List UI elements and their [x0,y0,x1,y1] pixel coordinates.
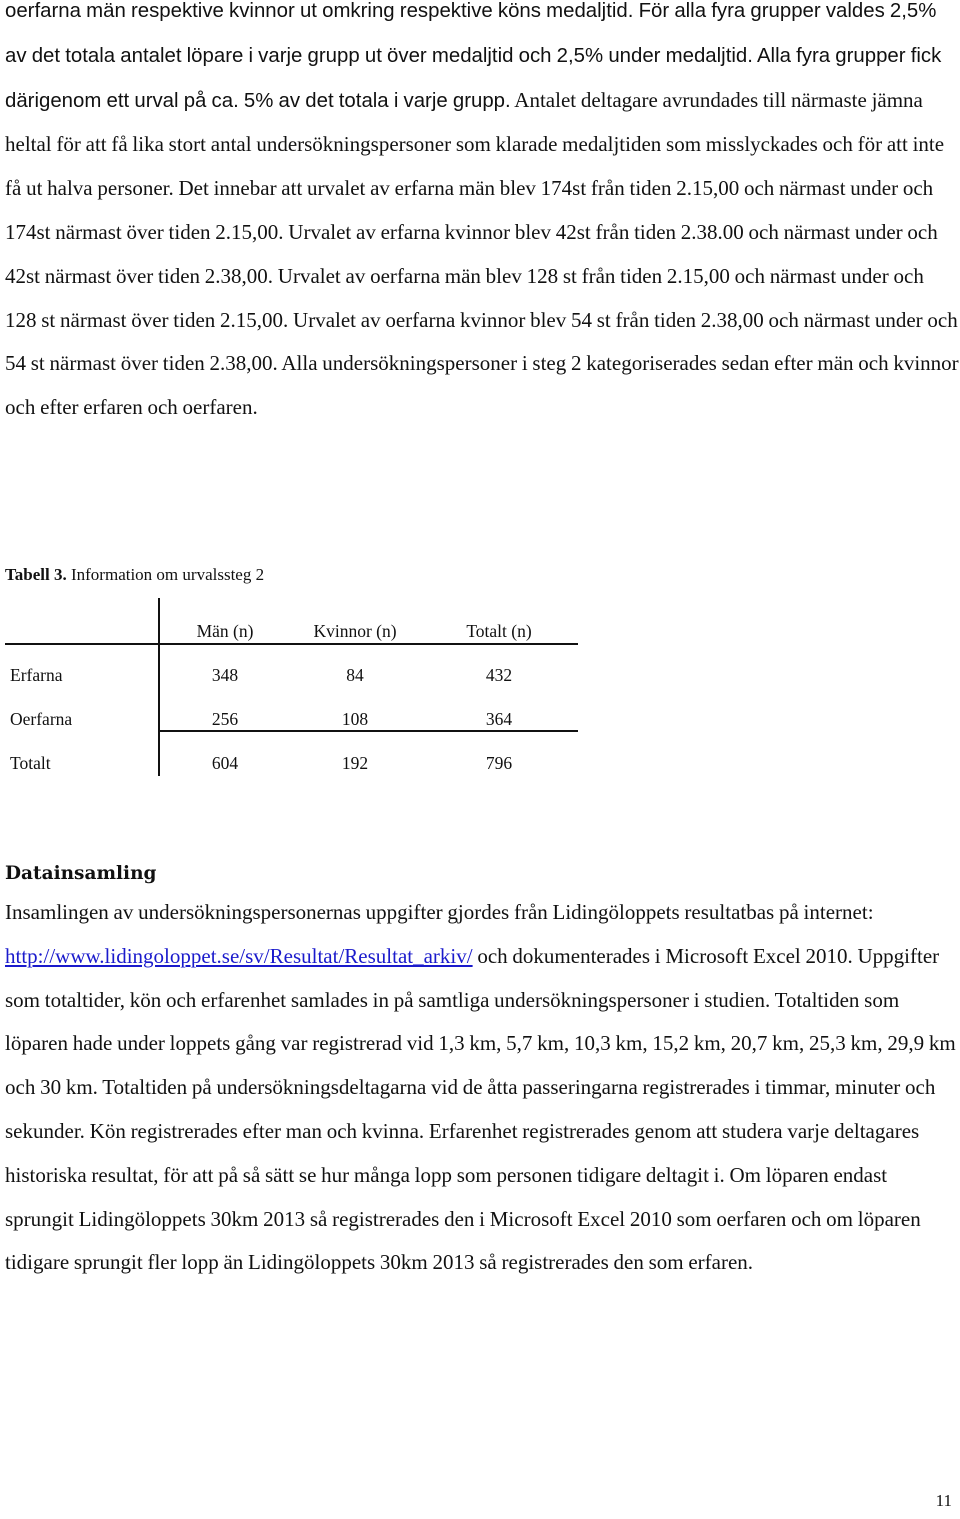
page-number: 11 [935,1491,952,1510]
body-paragraph [5,891,960,1285]
section-heading: Datainsamling [5,863,157,884]
table-caption [5,564,264,586]
table-header-total: Totalt (n) [466,621,532,641]
table-cell: 364 [485,709,513,729]
table-row-label: Erfarna [10,665,63,685]
table-cell: 348 [211,665,239,685]
table-cell: 604 [211,753,239,773]
table-cell: 432 [485,665,513,685]
table-row-label: Oerfarna [10,709,73,729]
table-rule-header [5,643,578,645]
table-header-women: Kvinnor (n) [313,621,397,641]
table-cell: 84 [346,665,364,685]
table-cell: 192 [341,753,369,773]
table-rule-body [158,730,578,732]
table-header-men: Män (n) [196,621,254,641]
table-cell: 108 [341,709,369,729]
table-row-label: Totalt [10,753,51,773]
paragraph-serif-part: Antalet deltagare avrundades till närmaste jämna heltal för att få lika stort antal undersökningspersoner som klarade medaljtiden som misslyckades och för att inte få ut halva personer. Det innebar att urvalet av erfarna män blev 174st från tiden 2.15,00 och närmast under och 174st närmast över tiden 2.15,00. Urvalet av erfarna kvinnor blev 42st från tiden 2.38.00 och närmast under och 42st närmast över tiden 2.38,00. Urvalet av oerfarna män blev 128 st från tiden 2.15,00 och närmast under och 128 st närmast över tiden 2.15,00. Urvalet av oerfarna kvinnor blev 54 st från tiden 2.38,00 och närmast under och 54 st närmast över tiden 2.38,00. Alla undersökningspersoner i steg 2 kategoriserades sedan efter män och kvinnor och efter erfaren och oerfaren. [5,87,959,420]
table-caption-label: Tabell 3. [5,565,67,584]
paragraph-text: Insamlingen av undersökningspersonernas uppgifter gjordes från Lidingöloppets resultatbas på internet: [5,900,874,924]
paragraph-sans-part: oerfarna män respektive kvinnor ut omkring respektive köns medaljtid. För alla fyra grupper valdes 2,5% av det totala antalet löpare i varje grupp ut över medaljtid och 2,5% under medaljtid. Alla fyra grupper fick därigenom ett urval på ca. 5% av det totala i varje grupp. [5,0,942,112]
table-cell: 796 [485,753,513,773]
table-caption-text: Information om urvalssteg 2 [70,565,265,584]
results-archive-link[interactable]: http://www.lidingoloppet.se/sv/Resultat/Resultat_arkiv/ [5,943,473,968]
body-paragraph [5,0,960,430]
table-rule-stub [158,598,160,776]
sample-table [0,598,580,778]
table-cell: 256 [211,709,239,729]
paragraph-text: och dokumenterades i Microsoft Excel 2010. Uppgifter som totaltider, kön och erfarenhet samlades in på samtliga undersökningspersoner i studien. Totaltiden som löparen hade under loppets gång var registrerad vid 1,3 km, 5,7 km, 10,3 km, 15,2 km, 20,7 km, 25,3 km, 29,9 km och 30 km. Totaltiden på undersökningsdeltagarna vid de åtta passeringarna registrerades i timmar, minuter och sekunder. Kön registrerades efter man och kvinna. Erfarenhet registrerades genom att studera varje deltagares historiska resultat, för att på så sätt se hur många lopp som personen tidigare deltagit i. Om löparen endast sprungit Lidingöloppets 30km 2013 så registrerades den i Microsoft Excel 2010 som oerfaren och om löparen tidigare sprungit fler lopp än Lidingöloppets 30km 2013 så registrerades den som erfaren. [5,943,956,1275]
